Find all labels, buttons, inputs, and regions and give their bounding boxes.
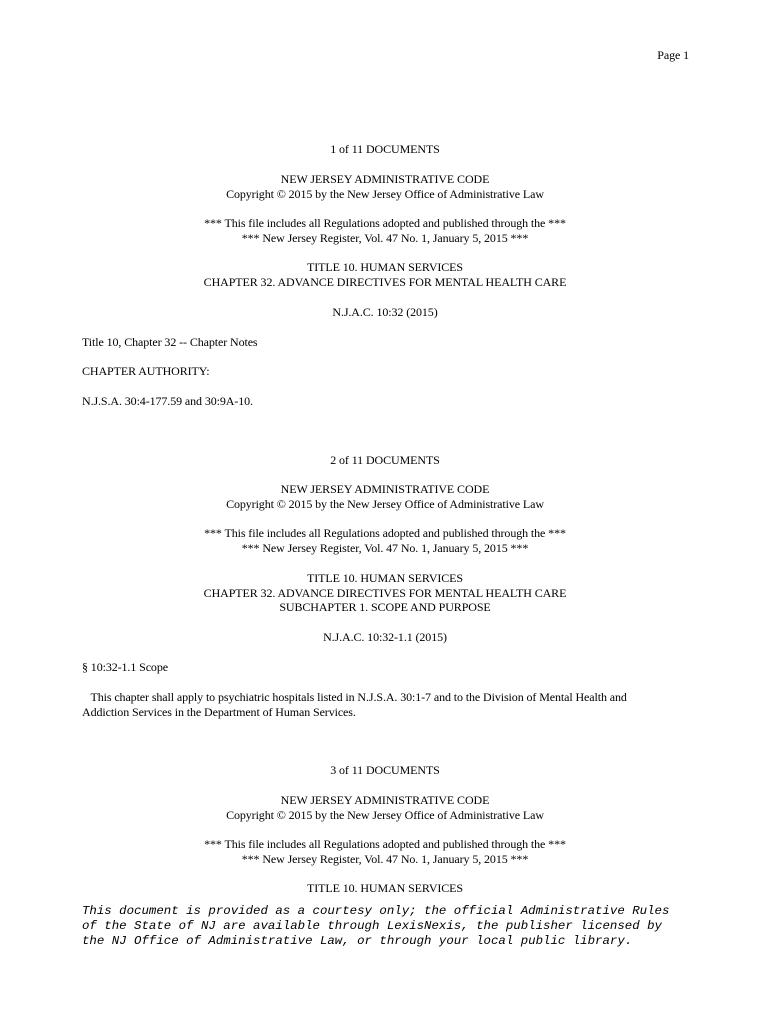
page-number: Page 1 [657, 48, 689, 62]
doc-3-count: 3 of 11 DOCUMENTS [330, 763, 440, 777]
doc-3-code: NEW JERSEY ADMINISTRATIVE CODE [280, 793, 490, 807]
footer-line-2: of the State of NJ are available through LexisNexis, the publisher licensed by [82, 919, 662, 933]
doc-2-citation: N.J.A.C. 10:32-1.1 (2015) [323, 630, 447, 644]
doc-2-body-line-1: This chapter shall apply to psychiatric hospitals listed in N.J.S.A. 30:1-7 and to the Division of Mental Health and [82, 690, 627, 704]
doc-2-body [82, 690, 722, 720]
doc-2-section-heading: § 10:32-1.1 Scope [82, 660, 168, 674]
doc-1-notice-2: *** New Jersey Register, Vol. 47 No. 1, January 5, 2015 *** [241, 231, 529, 245]
doc-3-notice-2: *** New Jersey Register, Vol. 47 No. 1, January 5, 2015 *** [241, 852, 529, 866]
doc-2-subchapter: SUBCHAPTER 1. SCOPE AND PURPOSE [279, 600, 491, 614]
doc-1-authority-heading: CHAPTER AUTHORITY: [82, 364, 210, 378]
doc-1-notice-1: *** This file includes all Regulations adopted and published through the *** [204, 216, 566, 230]
footer-line-1: This document is provided as a courtesy only; the official Administrative Rules [82, 904, 670, 918]
doc-3-copyright: Copyright © 2015 by the New Jersey Office of Administrative Law [226, 808, 544, 822]
doc-1-citation: N.J.A.C. 10:32 (2015) [332, 305, 438, 319]
doc-2-copyright: Copyright © 2015 by the New Jersey Office of Administrative Law [226, 497, 544, 511]
footer-line-3: the NJ Office of Administrative Law, or through your local public library. [82, 934, 633, 948]
doc-2-code: NEW JERSEY ADMINISTRATIVE CODE [280, 482, 490, 496]
doc-2-count: 2 of 11 DOCUMENTS [330, 453, 440, 467]
doc-1-code: NEW JERSEY ADMINISTRATIVE CODE [280, 172, 490, 186]
doc-3-notice-1: *** This file includes all Regulations adopted and published through the *** [204, 837, 566, 851]
doc-1-title: TITLE 10. HUMAN SERVICES [307, 260, 463, 274]
doc-1-copyright: Copyright © 2015 by the New Jersey Office of Administrative Law [226, 187, 544, 201]
doc-2-title: TITLE 10. HUMAN SERVICES [307, 571, 463, 585]
doc-1-authority-text: N.J.S.A. 30:4-177.59 and 30:9A-10. [82, 394, 253, 408]
doc-1-count: 1 of 11 DOCUMENTS [330, 142, 440, 156]
doc-2-notice-1: *** This file includes all Regulations adopted and published through the *** [204, 526, 566, 540]
doc-2-body-line-2: Addiction Services in the Department of Human Services. [82, 705, 356, 719]
doc-2-chapter: CHAPTER 32. ADVANCE DIRECTIVES FOR MENTAL HEALTH CARE [203, 586, 567, 600]
doc-1-chapter: CHAPTER 32. ADVANCE DIRECTIVES FOR MENTAL HEALTH CARE [203, 275, 567, 289]
doc-1-notes-heading: Title 10, Chapter 32 -- Chapter Notes [82, 335, 258, 349]
courtesy-footer [82, 904, 702, 949]
doc-3-title: TITLE 10. HUMAN SERVICES [307, 881, 463, 895]
doc-2-notice-2: *** New Jersey Register, Vol. 47 No. 1, January 5, 2015 *** [241, 541, 529, 555]
